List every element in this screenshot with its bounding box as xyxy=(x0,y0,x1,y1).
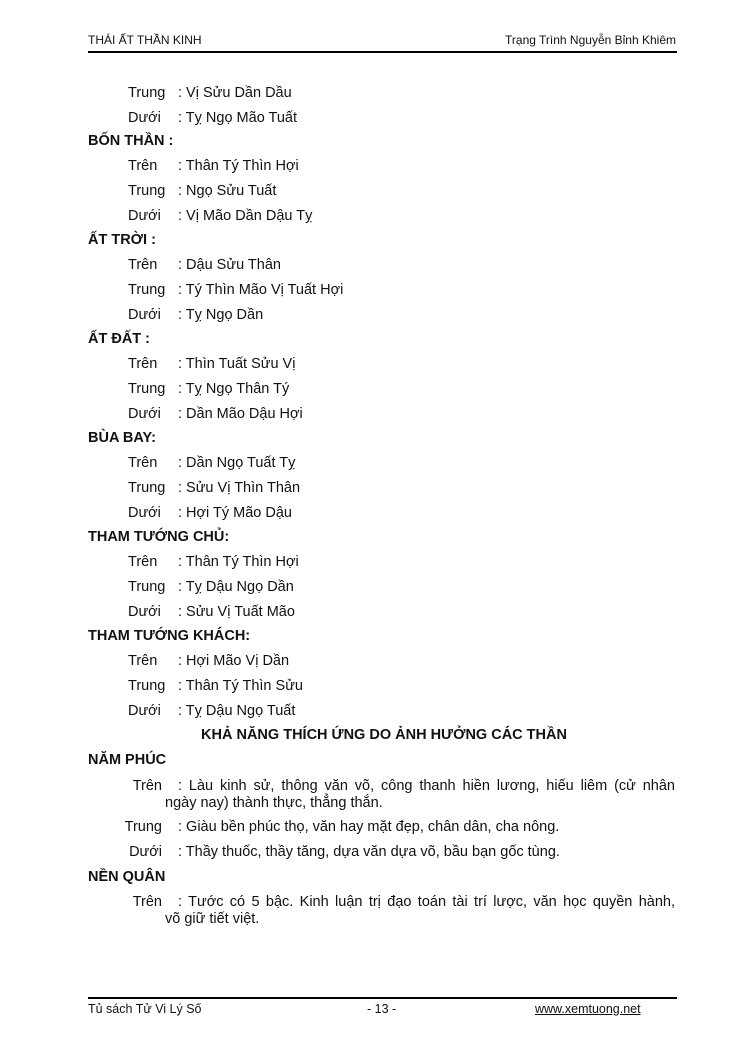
row-label: Trung xyxy=(128,678,166,694)
row-label: Dưới xyxy=(128,604,161,620)
row-value: : Tỵ Ngọ Mão Tuất xyxy=(178,110,298,126)
row-label: Dưới xyxy=(128,110,161,126)
row-value: : Hợi Mão Vị Dần xyxy=(178,653,290,669)
row-value: : Tỵ Ngọ Thân Tý xyxy=(178,381,290,397)
section-heading: NĂM PHÚC xyxy=(88,752,167,768)
row-value xyxy=(178,819,675,836)
row-value-line: : Giàu bền phúc thọ, văn hay mặt đẹp, chân dân, cha nông. xyxy=(178,819,560,835)
row-value: : Vị Mão Dần Dậu Tỵ xyxy=(178,208,313,224)
row-value-line: : Thầy thuốc, thầy tăng, dựa văn dựa võ, bầu bạn gốc tùng. xyxy=(178,844,560,860)
row-value-line: ngày nay) thành thực, thẳng thắn. xyxy=(165,795,383,811)
row-value: : Tỵ Dậu Ngọ Tuất xyxy=(178,703,296,719)
row-value: : Hợi Tý Mão Dậu xyxy=(178,505,292,521)
row-label: Trung xyxy=(128,85,166,101)
row-label: Trung xyxy=(124,819,162,835)
row-label: Trên xyxy=(128,257,158,273)
section-heading: BÙA BAY: xyxy=(88,430,156,446)
row-value: : Sửu Vị Thìn Thân xyxy=(178,480,301,496)
row-value xyxy=(178,844,675,861)
row-label: Dưới xyxy=(128,703,161,719)
row-value: : Dần Mão Dậu Hợi xyxy=(178,406,303,422)
row-label: Dưới xyxy=(128,505,161,521)
row-label: Trung xyxy=(128,282,166,298)
row-value: : Ngọ Sửu Tuất xyxy=(178,183,277,199)
row-value xyxy=(165,778,675,812)
section-heading: NỀN QUÂN xyxy=(88,869,166,885)
header-author: Trạng Trình Nguyễn Bỉnh Khiêm xyxy=(505,33,676,47)
row-value: : Thân Tý Thìn Hợi xyxy=(178,554,299,570)
row-value: : Dậu Sửu Thân xyxy=(178,257,281,273)
section-heading: ẤT TRỜI : xyxy=(88,232,156,248)
footer-website-link[interactable]: www.xemtuong.net xyxy=(535,1002,641,1016)
row-value: : Thân Tý Thìn Hợi xyxy=(178,158,299,174)
row-label: Trên xyxy=(128,653,158,669)
section-heading: BỐN THẦN : xyxy=(88,133,174,149)
row-value: : Tỵ Dậu Ngọ Dần xyxy=(178,579,294,595)
row-label: Dưới xyxy=(128,208,161,224)
row-value: : Tý Thìn Mão Vị Tuất Hợi xyxy=(178,282,344,298)
row-label: Trung xyxy=(128,579,166,595)
row-value xyxy=(165,894,675,928)
row-value: : Sửu Vị Tuất Mão xyxy=(178,604,295,620)
footer-series: Tủ sách Tử Vi Lý Số xyxy=(88,1002,202,1016)
row-label: Trên xyxy=(128,455,158,471)
row-label: Dưới xyxy=(128,307,161,323)
row-label: Dưới xyxy=(129,844,162,860)
row-value: : Tỵ Ngọ Dần xyxy=(178,307,264,323)
footer-divider xyxy=(88,997,677,999)
row-label: Trên xyxy=(128,554,158,570)
row-label: Trên xyxy=(128,356,158,372)
row-value: : Dần Ngọ Tuất Tỵ xyxy=(178,455,296,471)
page-number: - 13 - xyxy=(367,1002,397,1016)
row-label: Trên xyxy=(128,158,158,174)
row-value-line: : Tước có 5 bậc. Kinh luận trị đạo toán tài trí lược, văn học quyền hành, xyxy=(178,894,675,910)
row-label: Trung xyxy=(128,183,166,199)
row-label: Trên xyxy=(132,894,162,910)
section-heading: THAM TƯỚNG KHÁCH: xyxy=(88,628,251,644)
row-label: Trên xyxy=(132,778,162,794)
row-value-line: võ giữ tiết việt. xyxy=(165,911,260,927)
row-value: : Thân Tý Thìn Sửu xyxy=(178,678,303,694)
page-header xyxy=(88,33,676,51)
row-value: : Vị Sửu Dần Dầu xyxy=(178,85,292,101)
row-label: Trung xyxy=(128,381,166,397)
section-heading: ẤT ĐẤT : xyxy=(88,331,151,347)
row-value: : Thìn Tuất Sửu Vị xyxy=(178,356,296,372)
header-divider xyxy=(88,51,677,53)
row-label: Dưới xyxy=(128,406,161,422)
row-label: Trung xyxy=(128,480,166,496)
page-section-title: KHẢ NĂNG THÍCH ỨNG DO ẢNH HƯỞNG CÁC THẦN xyxy=(201,727,567,743)
section-heading: THAM TƯỚNG CHỦ: xyxy=(88,529,230,545)
row-value-line: : Làu kinh sử, thông văn võ, công thanh hiền lương, hiếu liêm (cử nhân xyxy=(178,778,675,794)
header-book-title: THÁI ẤT THẦN KINH xyxy=(88,33,202,47)
